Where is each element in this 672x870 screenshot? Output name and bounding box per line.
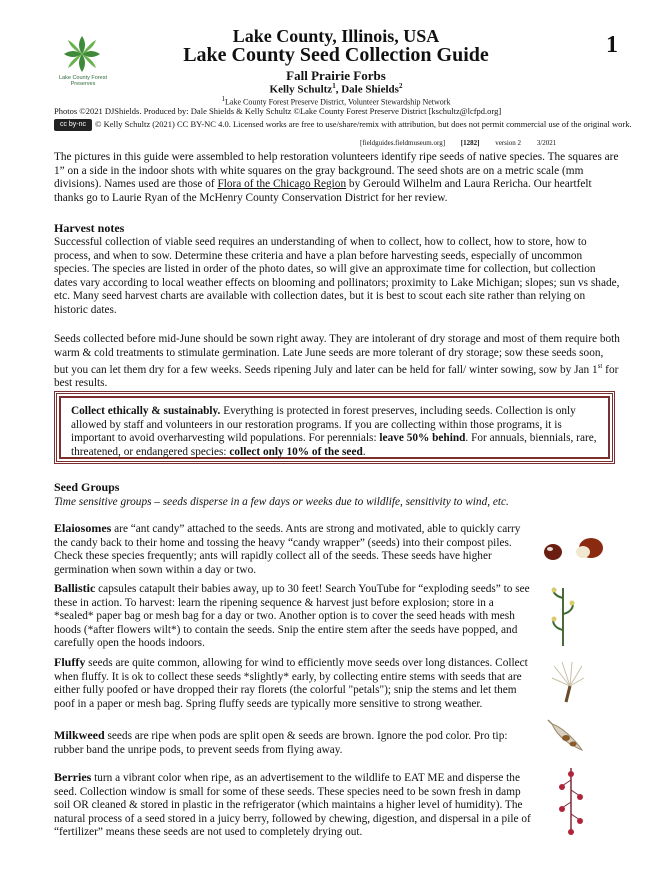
authors: Kelly Schultz$^1$, Dale Shields$^2$ xyxy=(269,82,403,96)
version: version 2 xyxy=(495,139,522,147)
elaiosome-seed-photo xyxy=(536,530,616,570)
logo-caption: Lake County Forest Preserves xyxy=(59,75,107,87)
harvest-paragraph-1: Successful collection of viable seed requires an understanding of when to collect, how to collect, how to store, how to process, and when to sow. Determine these criteria and have a plan before harvesting seeds, especially of uncommon species. The species are listed in order of the photo dates, so will give an approximate time for collection, but collection dates vary according to local weather effects on blooming and pollinators; proximity to Lake Michigan; slopes; sun vs shade, etc. Many seed harvest charts are available with collection dates, but it is best to scout each site rather than relying on historic dates. xyxy=(54,236,620,316)
group-ballistic: Ballistic capsules catapult their babies away, up to 30 feet! Search YouTube for “exploding seeds” to see these in action. To harvest: learn the ripening sequence & harvest just before explosion; store in a *sealed* paper bag or mesh bag for a day or two. Another option is to cover the seed heads with mesh hoods (*after flowers wilt*) to contain the seeds. Snip the entire stem after the seeds have popped, and carefully open the hoods indoors. xyxy=(54,581,530,649)
seed-groups-subtitle: Time sensitive groups – seeds disperse in a few days or weeks due to wildlife, sensitivity to wind, etc. xyxy=(54,496,509,508)
page-title: Lake County Seed Collection Guide xyxy=(183,44,489,66)
fluffy-seed-photo xyxy=(550,660,586,706)
book-link: Flora of the Chicago Region xyxy=(217,178,347,190)
cc-license-icon: cc by-nc xyxy=(54,119,92,131)
group-milkweed: Milkweed seeds are ripe when pods are split open & seeds are brown. Ignore the pod color. Pro tip: rubber band the unripe pods, to prevent seeds from flying away. xyxy=(54,728,508,756)
berry-seed-photo xyxy=(556,766,586,838)
site-link[interactable]: [fieldguides.fieldmuseum.org] xyxy=(360,139,446,147)
photo-credits: Photos ©2021 DJShields. Produced by: Dale Shields & Kelly Schultz ©Lake County Forest Preserve District [kschultz@lcfpd.org] xyxy=(54,106,502,116)
guide-meta xyxy=(360,139,620,147)
affiliations: $^1$Lake County Forest Preserve District, Volunteer Stewardship Network xyxy=(221,95,451,107)
intro-paragraph: The pictures in this guide were assembled to help restoration volunteers identify ripe seeds of native species. The squares are 1” on a side in the indoor shots with white squares on the gray background. The seed shots are on a metric scale (mm divisions). Names used are those of Flora of the Chicago Region by Gerould Wilhelm and Laura Rericha. Our heartfelt thanks go to Laurie Ryan of the McHenry County Conservation District for her review. xyxy=(54,151,619,204)
ethics-box: Collect ethically & sustainably. Everything is protected in forest preserves, including seeds. Collection is only allowed by staff and volunteers in our restoration programs. If you are collecting within those programs, it is important to avoid overharvesting wild populations. For perennials: leave 50% behind. For annuals, biennials, rare, threatened, or endangered species: collect only 10% of the seed. xyxy=(54,391,615,464)
group-berries: Berries turn a vibrant color when ripe, as an advertisement to the wildlife to EAT ME and disperse the seed. Collection window is small for some of these seeds. These species need to be sown fresh in damp soil OR cleaned & stored in plastic in the refrigerator (which maintains a higher level of humidity). The natural process of a seed stored in a juicy berry, followed by chewing, digestion, and dispersal in a pile of “fertilizer” means these seeds are not used to completely drying out. xyxy=(54,770,531,838)
group-elaiosomes: Elaiosomes are “ant candy” attached to the seeds. Ants are strong and motivated, able to quickly carry the candy back to their home and tossing the heavy “candy wrapper” (seeds) into their compost piles. Check these species frequently; ants will rapidly collect all of the seeds. These seeds have higher germination when sown within a day or two. xyxy=(54,521,521,576)
seed-groups-heading: Seed Groups xyxy=(54,480,120,494)
license-line: cc by-nc © Kelly Schultz (2021) CC BY-NC 4.0. Licensed works are free to use/share/remix with attribution, but does not permit commercial use of the original work. xyxy=(54,119,634,131)
ballistic-seed-photo xyxy=(548,586,578,648)
page-subtitle: Fall Prairie Forbs xyxy=(286,68,386,83)
group-fluffy: Fluffy seeds are quite common, allowing for wind to efficiently move seeds over long distances. Collect when fluffy. It is ok to collect these seeds *slightly* early, by collecting entire stems with seeds that are either fully poofed or have dropped their ray florets (the colorful "petals"); snip the stems and let them poof in a paper or mesh bag. Spring fluffy seeds are typically more sensitive to strong weather. xyxy=(54,655,528,710)
harvest-paragraph-2: Seeds collected before mid-June should be sown right away. They are intolerant of dry storage and most of them require both warm & cold treatments to stimulate germination. Late June seeds are more tolerant of dry storage; sow these seeds soon, but you can let them dry for a few weeks. Seeds ripening July and later can be held for fall/ winter sowing, sow by Jan 1st for best results. xyxy=(54,333,620,390)
harvest-heading: Harvest notes xyxy=(54,221,125,235)
guide-id: [1282] xyxy=(460,139,480,147)
page-number: 1 xyxy=(606,32,618,58)
location-title: Lake County, Illinois, USA xyxy=(232,26,440,46)
milkweed-seed-photo xyxy=(546,716,588,756)
date: 3/2021 xyxy=(536,139,557,147)
